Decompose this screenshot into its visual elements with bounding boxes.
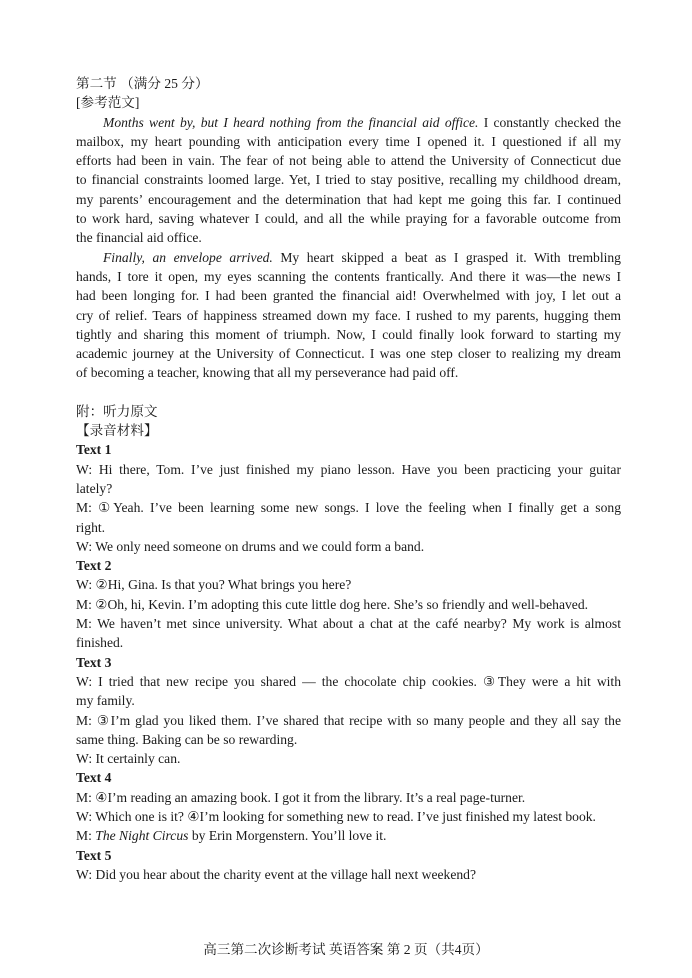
paragraph-lead-sentence: Months went by, but I heard nothing from the financial aid office. <box>103 114 479 130</box>
essay-line: academic journey at the University of Connecticut. I was one step closer to realizing my dream <box>76 346 621 362</box>
essay-line: tightly and sharing this moment of triumph. Now, I could finally look forward to starting my <box>76 326 621 342</box>
essay-paragraph-1 <box>76 113 621 248</box>
page-footer: 高三第二次诊断考试 英语答案 第 2 页（共4页） <box>203 942 489 957</box>
dialogue-line: M: The Night Circus by Erin Morgenstern. You’ll love it. <box>76 828 387 844</box>
essay-line: Finally, an envelope arrived. My heart skipped a beat as I grasped it. With trembling <box>103 249 621 265</box>
listening-text-1 <box>76 440 621 556</box>
dialogue-line: finished. <box>76 635 124 651</box>
essay-line: the financial aid office. <box>76 230 202 246</box>
dialogue-line: right. <box>76 519 106 535</box>
book-title: The Night Circus <box>95 828 189 844</box>
essay-line: hands, I tore it open, my eyes scanning the contents frantically. And there it was—the news I <box>76 268 621 284</box>
text-title: Text 3 <box>76 654 112 670</box>
section-heading: 第二节 （满分 25 分） <box>76 76 209 91</box>
dialogue-line: W: Which one is it? ④I’m looking for something new to read. I’ve just finished my latest book. <box>76 808 596 824</box>
paragraph-lead-sentence: Finally, an envelope arrived. <box>103 249 273 265</box>
essay-line: of becoming a teacher, knowing that all my perseverance had paid off. <box>76 365 459 381</box>
dialogue-line: M: ②Oh, hi, Kevin. I’m adopting this cute little dog here. She’s so friendly and well-behaved. <box>76 596 589 612</box>
essay-line: efforts had been in vain. The fear of not being able to attend the University of Connecticut due <box>76 153 621 169</box>
dialogue-line: W: ②Hi, Gina. Is that you? What brings you here? <box>76 577 352 593</box>
dialogue-line: my family. <box>76 693 135 709</box>
listening-text-5 <box>76 846 621 885</box>
document-page <box>76 74 621 884</box>
essay-line: my parents’ encouragement and the determination that had kept me going this far. I continued <box>76 191 621 207</box>
listening-text-4 <box>76 768 621 845</box>
dialogue-line: M: We haven’t met since university. What about a chat at the café nearby? My work is almost <box>76 616 621 632</box>
reference-label: [参考范文] <box>76 95 140 111</box>
appendix-heading: 附：听力原文 <box>76 403 158 419</box>
dialogue-line: M: ③I’m glad you liked them. I’ve shared that recipe with so many people and they all say the <box>76 712 621 728</box>
recording-label: 【录音材料】 <box>76 423 158 439</box>
essay-line: had been longing for. I had been granted the financial aid! Overwhelmed with joy, I let out a <box>76 288 621 304</box>
dialogue-line: same thing. Baking can be so rewarding. <box>76 731 298 747</box>
essay-line: cry of relief. Tears of happiness streamed down my face. I rushed to my parents, hugging them <box>76 307 621 323</box>
dialogue-line: M: ④I’m reading an amazing book. I got it from the library. It’s a real page-turner. <box>76 789 526 805</box>
essay-line: to financial constraints loomed large. Yet, I tried to stay positive, recalling my childhood dream, <box>76 172 621 188</box>
essay-line: mailbox, my heart pounding with anticipation every time I opened it. I questioned if all my <box>76 133 621 149</box>
text-title: Text 4 <box>76 770 112 786</box>
section-spacer <box>76 383 621 402</box>
listening-text-2 <box>76 556 621 652</box>
dialogue-line: W: Did you hear about the charity event at the village hall next weekend? <box>76 866 476 882</box>
listening-text-3 <box>76 653 621 769</box>
essay-line: Months went by, but I heard nothing from the financial aid office. I constantly checked the <box>103 114 621 130</box>
dialogue-line: W: Hi there, Tom. I’ve just finished my piano lesson. Have you been practicing your guitar <box>76 461 621 477</box>
text-title: Text 2 <box>76 558 112 574</box>
essay-line: to work hard, saving whatever I could, and all the while praying for a favorable outcome from <box>76 211 621 227</box>
dialogue-line: W: It certainly can. <box>76 751 181 767</box>
dialogue-line: lately? <box>76 480 113 496</box>
dialogue-line: W: I tried that new recipe you shared — the chocolate chip cookies. ③They were a hit with <box>76 673 621 689</box>
text-title: Text 1 <box>76 442 112 458</box>
dialogue-line: M: ①Yeah. I’ve been learning some new songs. I love the feeling when I finally get a song <box>76 500 621 516</box>
text-title: Text 5 <box>76 847 112 863</box>
dialogue-line: W: We only need someone on drums and we could form a band. <box>76 538 425 554</box>
essay-paragraph-2 <box>76 248 621 383</box>
